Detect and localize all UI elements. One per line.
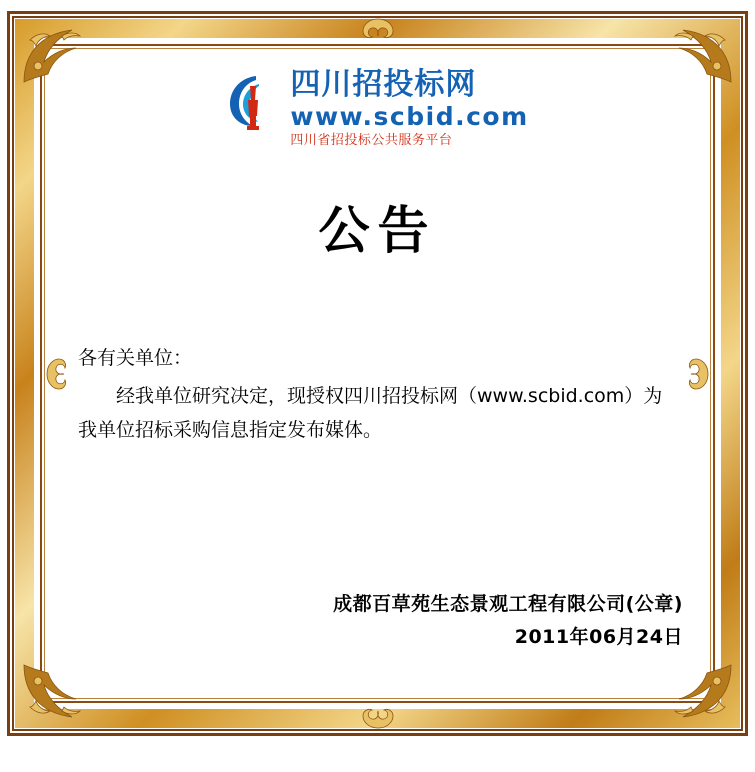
scbid-tower-logo-icon [226,70,282,132]
signature-date: 2011年06月24日 [514,626,683,648]
logo-subtitle: 四川省招投标公共服务平台 [290,133,453,148]
body-paragraph: 经我单位研究决定，现授权四川招投标网（www.scbid.com）为我单位招标采购信息指定发布媒体。 [78,385,663,441]
signature-company: 成都百草苑生态景观工程有限公司(公章) [333,593,683,615]
salutation-text: 各有关单位： [78,347,193,369]
signature-block [333,589,683,649]
logo-chinese-name: 四川招投标网 [290,67,477,102]
site-logo [50,67,705,148]
certificate-frame [7,11,748,736]
page-title: 公告 [318,202,437,261]
document-content [50,54,705,693]
document-body [50,341,705,447]
logo-url: www.scbid.com [290,102,529,131]
